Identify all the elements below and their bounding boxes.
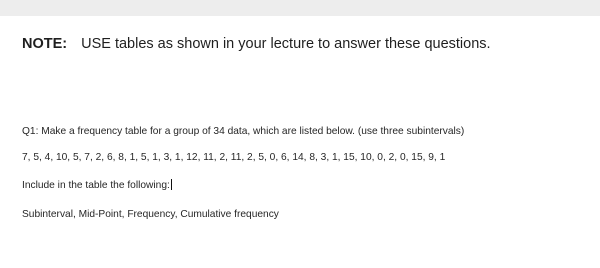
- document-page[interactable]: [0, 16, 600, 268]
- text-cursor: [171, 179, 172, 190]
- table-columns-line: Subinterval, Mid-Point, Frequency, Cumulative frequency: [22, 209, 279, 220]
- include-text: Include in the table the following:: [22, 180, 170, 191]
- include-line: [22, 179, 172, 191]
- note-label: NOTE:: [22, 36, 68, 52]
- note-text: USE tables as shown in your lecture to answer these questions.: [81, 36, 491, 52]
- data-list: 7, 5, 4, 10, 5, 7, 2, 6, 8, 1, 5, 1, 3, 1, 12, 11, 2, 11, 2, 5, 0, 6, 14, 8, 3, 1, 15, 10, 0, 2, 0, 15, 9, 1: [22, 152, 446, 163]
- window-top-band: [0, 0, 600, 16]
- note-line: [22, 36, 491, 52]
- question-prompt: Q1: Make a frequency table for a group of 34 data, which are listed below. (use three subintervals): [22, 126, 465, 137]
